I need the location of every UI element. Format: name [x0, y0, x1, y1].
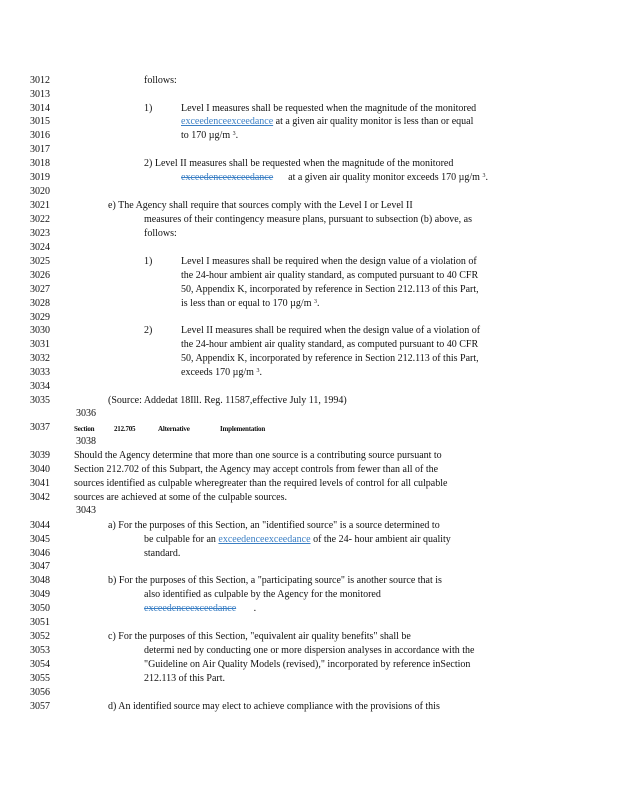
text-line: Level II measures shall be required when the design value of a violation of	[181, 325, 481, 336]
line-number: 3026	[30, 270, 50, 281]
line-number: 3031	[30, 339, 50, 350]
section-label: Section	[74, 425, 95, 433]
text-line: exceeds 170 µg/m $^3$.	[181, 367, 262, 378]
text-line: measures of their contingency measure plans, pursuant to subsection (b) above, as	[144, 214, 472, 225]
text-line: sources are achieved at some of the culpable sources.	[74, 492, 287, 503]
section-title: Implementation	[220, 425, 266, 433]
line-number: 3035	[30, 395, 50, 406]
text-line: standard.	[144, 548, 181, 559]
line-number: 3019	[30, 172, 50, 183]
line-number: 3048	[30, 575, 50, 586]
line-number: 3025	[30, 256, 50, 267]
line-number: 3039	[30, 450, 50, 461]
line-number: 3014	[30, 103, 50, 114]
text-line: Level I measures shall be required when the design value of a violation of	[181, 256, 477, 267]
text-line: sources identified as culpable wheregreater than the required levels of control for all culpable	[74, 478, 448, 489]
text-line: the 24-hour ambient air quality standard, as computed pursuant to 40 CFR	[181, 339, 479, 350]
line-number: 3017	[30, 144, 50, 155]
line-number: 3036	[76, 408, 96, 419]
text-line: be culpable for an exceedenceexceedance of the 24- hour ambient air quality	[144, 534, 451, 545]
line-number: 3040	[30, 464, 50, 475]
line-number: 3032	[30, 353, 50, 364]
line-number: 3052	[30, 631, 50, 642]
line-number: 3028	[30, 298, 50, 309]
text-line: is less than or equal to 170 µg/m $^3$.	[181, 298, 320, 309]
list-number: 1)	[144, 256, 153, 267]
text-line: "Guideline on Air Quality Models (revised)," incorporated by reference inSection	[144, 659, 471, 670]
text-line: c) For the purposes of this Section, "equivalent air quality benefits" shall be	[108, 631, 411, 642]
line-number: 3043	[76, 505, 96, 516]
line-number: 3022	[30, 214, 50, 225]
tracked-insertion[interactable]: exceedenceexceedance	[181, 116, 274, 127]
text-line: d) An identified source may elect to achieve compliance with the provisions of this	[108, 701, 440, 712]
line-number: 3054	[30, 659, 50, 670]
tracked-insertion[interactable]: exceedenceexceedance	[218, 534, 311, 545]
line-number: 3046	[30, 548, 50, 559]
line-number: 3013	[30, 89, 50, 100]
text-line: follows:	[144, 228, 177, 239]
text-line: b) For the purposes of this Section, a "participating source" is another source that is	[108, 575, 442, 586]
text-line: e) The Agency shall require that sources comply with the Level I or Level II	[108, 200, 413, 211]
line-number: 3027	[30, 284, 50, 295]
text-line: 50, Appendix K, incorporated by reference in Section 212.113 of this Part,	[181, 353, 479, 364]
line-number: 3057	[30, 701, 50, 712]
text-line: the 24-hour ambient air quality standard, as computed pursuant to 40 CFR	[181, 270, 479, 281]
text-line: exceedenceexceedance .	[144, 603, 257, 614]
line-number: 3016	[30, 130, 50, 141]
line-number: 3044	[30, 520, 50, 531]
line-number: 3018	[30, 158, 50, 169]
list-number: 1)	[144, 103, 153, 114]
text-line: Section 212.702 of this Subpart, the Agency may accept controls from fewer than all of the	[74, 464, 439, 475]
line-number: 3041	[30, 478, 50, 489]
text-line: also identified as culpable by the Agency for the monitored	[144, 589, 381, 600]
line-number: 3049	[30, 589, 50, 600]
line-number: 3029	[30, 312, 50, 323]
text-line: exceedenceexceedance at a given air quality monitor exceeds 170 µg/m $^3$.	[181, 172, 488, 183]
line-number: 3020	[30, 186, 50, 197]
text-line: Level I measures shall be requested when the magnitude of the monitored	[181, 103, 477, 114]
line-number: 3021	[30, 200, 50, 211]
tracked-deletion[interactable]: exceedenceexceedance	[181, 172, 274, 183]
line-number: 3042	[30, 492, 50, 503]
tracked-deletion[interactable]: exceedenceexceedance	[144, 603, 237, 614]
text-line: to 170 µg/m $^3$.	[181, 130, 239, 141]
line-number: 3024	[30, 242, 50, 253]
line-number: 3012	[30, 75, 50, 86]
line-number: 3030	[30, 325, 50, 336]
text-line: follows:	[144, 75, 177, 86]
text-line: determi ned by conducting one or more dispersion analyses in accordance with the	[144, 645, 475, 656]
text-line: Should the Agency determine that more than one source is a contributing source pursuant to	[74, 450, 442, 461]
line-number: 3053	[30, 645, 50, 656]
line-number: 3023	[30, 228, 50, 239]
line-number: 3015	[30, 116, 50, 127]
section-title: Alternative	[158, 425, 190, 433]
text-line: 2) Level II measures shall be requested when the magnitude of the monitored	[144, 158, 454, 169]
line-number: 3034	[30, 381, 50, 392]
line-number: 3038	[76, 436, 96, 447]
line-number: 3033	[30, 367, 50, 378]
text-line: a) For the purposes of this Section, an "identified source" is a source determined to	[108, 520, 440, 531]
line-number: 3056	[30, 687, 50, 698]
text-line: exceedenceexceedance at a given air quality monitor is less than or equal	[181, 116, 474, 127]
source-note: (Source: Addedat 18Ill. Reg. 11587,effective July 11, 1994)	[108, 395, 347, 406]
line-number: 3037	[30, 422, 50, 433]
list-number: 2)	[144, 325, 153, 336]
text-line: 50, Appendix K, incorporated by reference in Section 212.113 of this Part,	[181, 284, 479, 295]
line-number: 3051	[30, 617, 50, 628]
line-number: 3045	[30, 534, 50, 545]
section-number: 212.705	[114, 425, 136, 433]
line-number: 3047	[30, 561, 50, 572]
text-line: 212.113 of this Part.	[144, 673, 226, 684]
line-number: 3050	[30, 603, 50, 614]
line-number: 3055	[30, 673, 50, 684]
